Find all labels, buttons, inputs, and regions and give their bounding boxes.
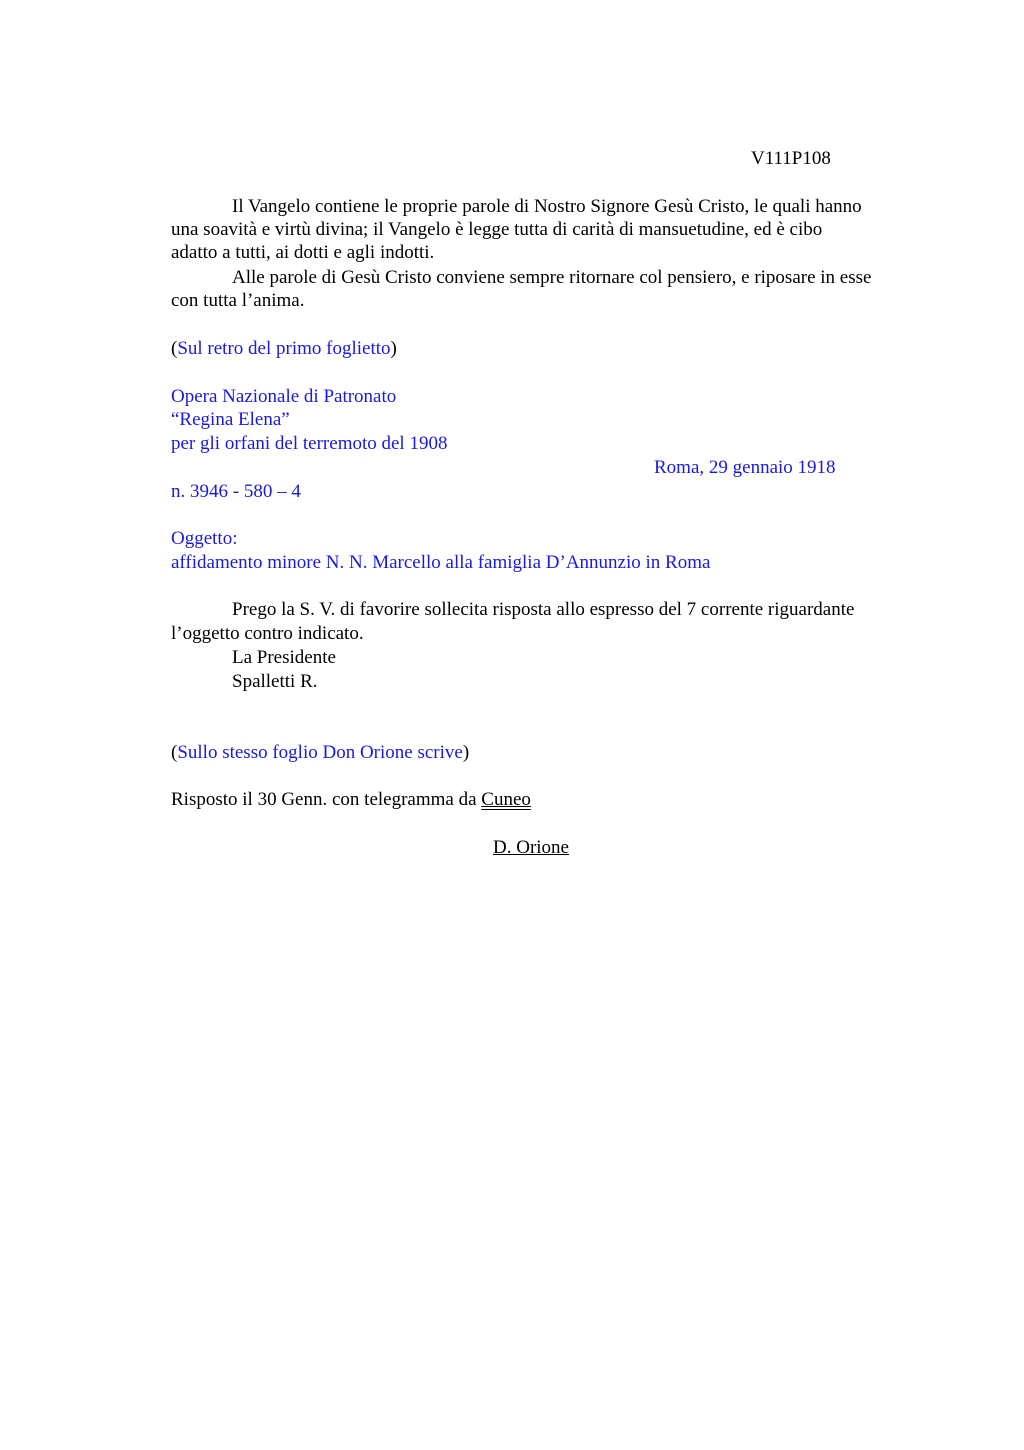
reply-text: Risposto il 30 Genn. con telegramma da — [171, 789, 482, 810]
document-id: V111P108 — [751, 148, 831, 169]
note-paren-close: ) — [390, 338, 397, 359]
note-paren-open: ( — [171, 338, 178, 359]
subject-text: affidamento minore N. N. Marcello alla famiglia D’Annunzio in Roma — [171, 552, 711, 573]
note-paren-close: ) — [462, 742, 470, 763]
letter-body-line-2: l’oggetto contro indicato. — [171, 623, 364, 644]
gospel-p1-line-2: una soavità e virtù divina; il Vangelo è legge tutta di carità di mansuetudine, ed è cibo — [171, 219, 823, 240]
gospel-p1-line-1: Il Vangelo contiene le proprie parole di Nostro Signore Gesù Cristo, le quali hanno — [232, 196, 862, 217]
protocol-number: n. 3946 - 580 – 4 — [171, 481, 301, 502]
letterhead-line-1: Opera Nazionale di Patronato — [171, 386, 397, 407]
reply-place: Cuneo — [481, 789, 531, 810]
editor-note-back — [171, 337, 397, 361]
note-same-sheet-text: Sullo stesso foglio Don Orione scrive — [177, 742, 463, 763]
editor-note-same-sheet — [171, 741, 469, 765]
gospel-p2-line-1: Alle parole di Gesù Cristo conviene sempre ritornare col pensiero, e riposare in esse — [232, 267, 872, 288]
letterhead-line-3: per gli orfani del terremoto del 1908 — [171, 433, 448, 454]
reply-line — [171, 788, 531, 812]
signature-name: Spalletti R. — [232, 671, 318, 692]
letter-date: Roma, 29 gennaio 1918 — [654, 457, 836, 478]
letter-body-line-1: Prego la S. V. di favorire sollecita risposta allo espresso del 7 corrente riguardante — [232, 599, 855, 620]
final-signature: D. Orione — [493, 837, 569, 858]
note-back-text: Sul retro del primo foglietto — [177, 338, 391, 359]
note-paren-open: ( — [171, 742, 178, 763]
letterhead-line-2: “Regina Elena” — [171, 409, 290, 430]
signature-title: La Presidente — [232, 647, 336, 668]
subject-label: Oggetto: — [171, 528, 238, 549]
gospel-p2-line-2: con tutta l’anima. — [171, 290, 305, 311]
gospel-p1-line-3: adatto a tutti, ai dotti e agli indotti. — [171, 242, 435, 263]
